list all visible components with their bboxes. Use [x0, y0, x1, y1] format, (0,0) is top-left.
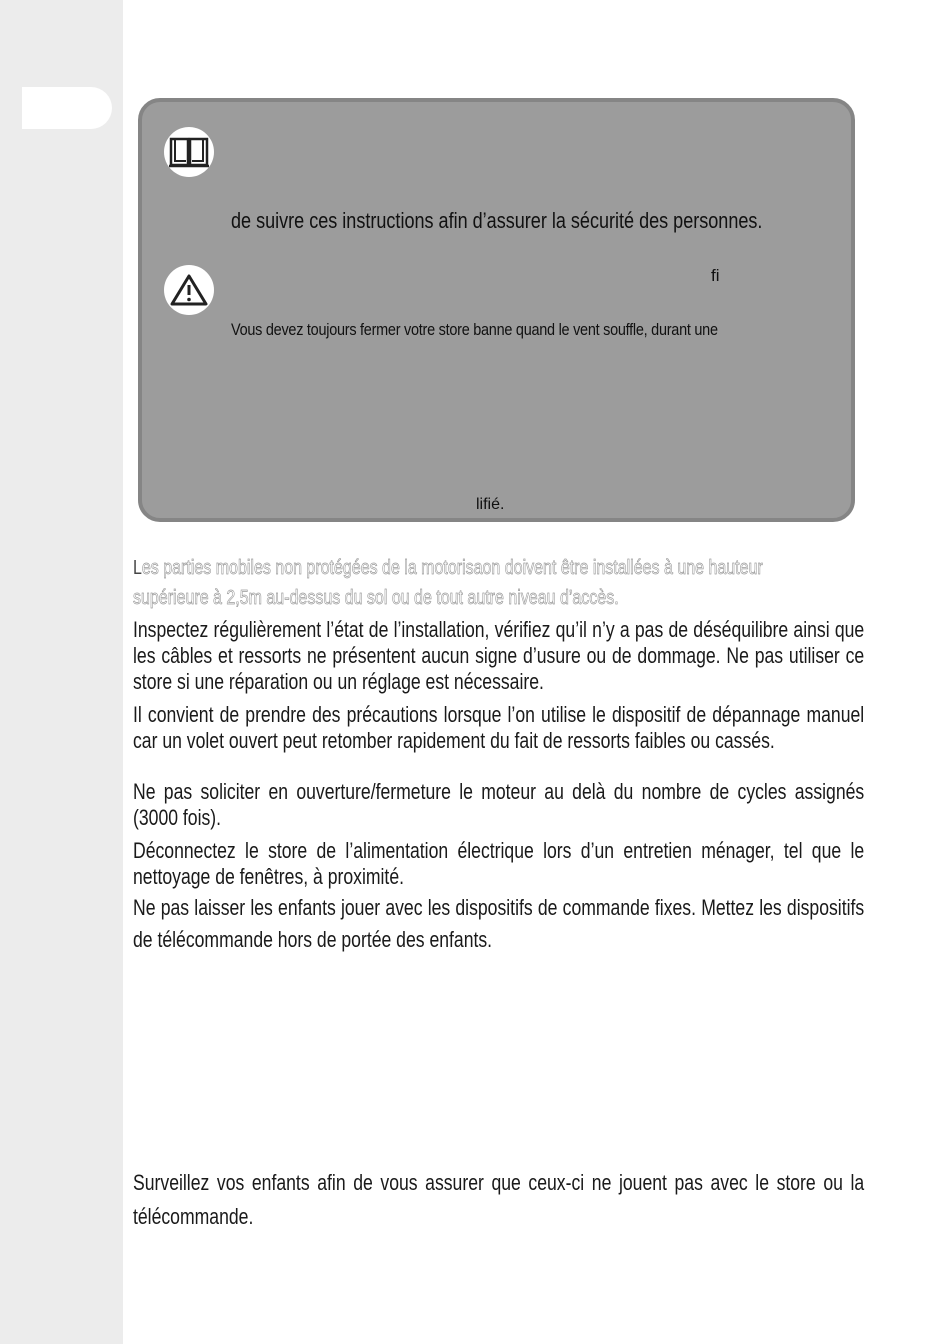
paragraph-disconnect: Déconnectez le store de l’alimentation électrique lors d’un entretien ménager, tel que le nettoyage de fenêtres, à proximité. — [133, 838, 865, 889]
text-fragment: fi — [711, 266, 720, 285]
safety-instructions-line: de suivre ces instructions afin d’assurer la sécurité des personnes. — [231, 208, 763, 233]
faded-line-1-rest: es parties mobiles non protégées de la motorisaon doivent être installées à une hauteur — [141, 557, 763, 579]
book-icon — [164, 127, 214, 177]
text-fragment: lifié. — [476, 496, 505, 513]
wind-warning-line: Vous devez toujours fermer votre store banne quand le vent souffle, durant une — [231, 320, 718, 339]
faded-paragraph — [133, 553, 763, 613]
faded-line-1 — [133, 553, 763, 583]
page-margin-band — [0, 0, 123, 1344]
paragraph-manual-override: Il convient de prendre des précautions lorsque l’on utilise le dispositif de dépannage manuel car un volet ouvert peut retomber rapidement du fait de ressorts faibles ou cassés. — [133, 702, 865, 753]
safety-notice-box — [138, 98, 855, 522]
paragraph-supervise-children: Surveillez vos enfants afin de vous assurer que ceux-ci ne jouent pas avec le store ou la télécommande. — [133, 1170, 865, 1229]
margin-tab — [22, 87, 112, 129]
faded-line-2: supérieure à 2,5m au-dessus du sol ou de tout autre niveau d’accès. — [133, 587, 619, 609]
paragraph-children-controls: Ne pas laisser les enfants jouer avec les dispositifs de commande fixes. Mettez les dispositifs de télécommande hors de portée des enfants. — [133, 895, 865, 952]
warning-icon — [164, 265, 214, 315]
paragraph-cycles: Ne pas soliciter en ouverture/fermeture le moteur au delà du nombre de cycles assignés (3000 fois). — [133, 779, 865, 830]
faded-first-letter: L — [133, 557, 142, 579]
paragraph-inspection: Inspectez régulièrement l’état de l’installation, vérifiez qu’il n’y a pas de déséquilibre ainsi que les câbles et ressorts ne présentent aucun signe d’usure ou de dommage. Ne pas utiliser ce store si une réparation ou un réglage est nécessaire. — [133, 617, 865, 694]
